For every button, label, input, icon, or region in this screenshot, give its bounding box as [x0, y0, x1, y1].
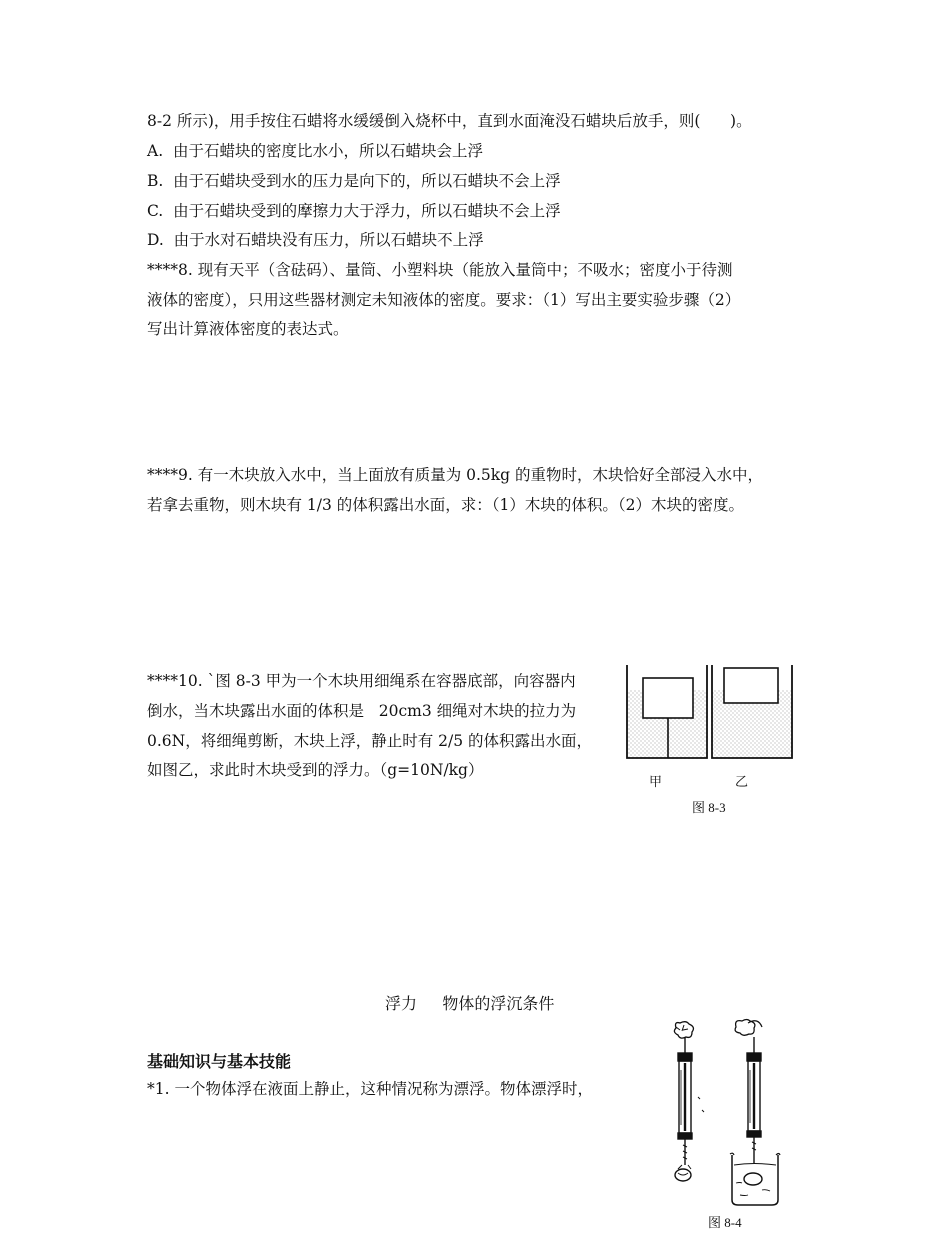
- fig-8-3-caption: 图 8-3: [692, 800, 726, 815]
- q8-line-2: 液体的密度），只用这些器材测定未知液体的密度。要求：（1）写出主要实验步骤（2）: [147, 291, 741, 309]
- q7-option-c: C. 由于石蜡块受到的摩擦力大于浮力，所以石蜡块不会上浮: [147, 202, 561, 220]
- fig-8-4-caption: 图 8-4: [708, 1215, 742, 1230]
- q7-line-1: 8-2 所示)，用手按住石蜡将水缓缓倒入烧杯中，直到水面淹没石蜡块后放手，则( )。: [147, 112, 752, 130]
- section-title: 浮力 物体的浮沉条件: [385, 994, 555, 1013]
- q8-line-3: 写出计算液体密度的表达式。: [147, 320, 349, 338]
- q9-line-1: ****9. 有一木块放入水中，当上面放有质量为 0.5kg 的重物时，木块恰好全部浸入水中，: [147, 466, 764, 484]
- container-jia: [627, 665, 707, 758]
- q10-line-3: 0.6N，将细绳剪断，木块上浮，静止时有 2/5 的体积露出水面，: [147, 732, 593, 750]
- fig-8-3-label-jia: 甲: [649, 774, 663, 789]
- q8-line-1: ****8. 现有天平（含砝码）、量筒、小塑料块（能放入量筒中；不吸水；密度小于待测: [147, 261, 733, 279]
- wood-block-yi: [724, 668, 778, 703]
- figure-8-3: [620, 660, 800, 790]
- container-yi: [712, 665, 792, 758]
- q7-option-a: A. 由于石蜡块的密度比水小，所以石蜡块会上浮: [147, 142, 483, 160]
- q10-line-2: 倒水，当木块露出水面的体积是 20cm3 细绳对木块的拉力为: [147, 702, 577, 720]
- section-q1-line-1: *1. 一个物体浮在液面上静止，这种情况称为漂浮。物体漂浮时，: [147, 1080, 593, 1098]
- q10-line-4: 如图乙，求此时木块受到的浮力。（g=10N/kg）: [147, 761, 484, 779]
- section-subtitle: 基础知识与基本技能: [147, 1052, 292, 1071]
- spring-scale-right: [730, 1020, 780, 1206]
- figure-8-4: [650, 1015, 790, 1210]
- fig-8-3-label-yi: 乙: [735, 774, 749, 789]
- spring-scale-left: [674, 1022, 704, 1181]
- q7-option-d: D. 由于水对石蜡块没有压力，所以石蜡块不上浮: [147, 231, 484, 249]
- q7-option-b: B. 由于石蜡块受到水的压力是向下的，所以石蜡块不会上浮: [147, 172, 561, 190]
- q9-line-2: 若拿去重物，则木块有 1/3 的体积露出水面，求：（1）木块的体积。（2）木块的密度。: [147, 496, 745, 514]
- q10-line-1: ****10. `图 8-3 甲为一个木块用细绳系在容器底部，向容器内: [147, 672, 576, 690]
- wood-block-jia: [643, 678, 693, 718]
